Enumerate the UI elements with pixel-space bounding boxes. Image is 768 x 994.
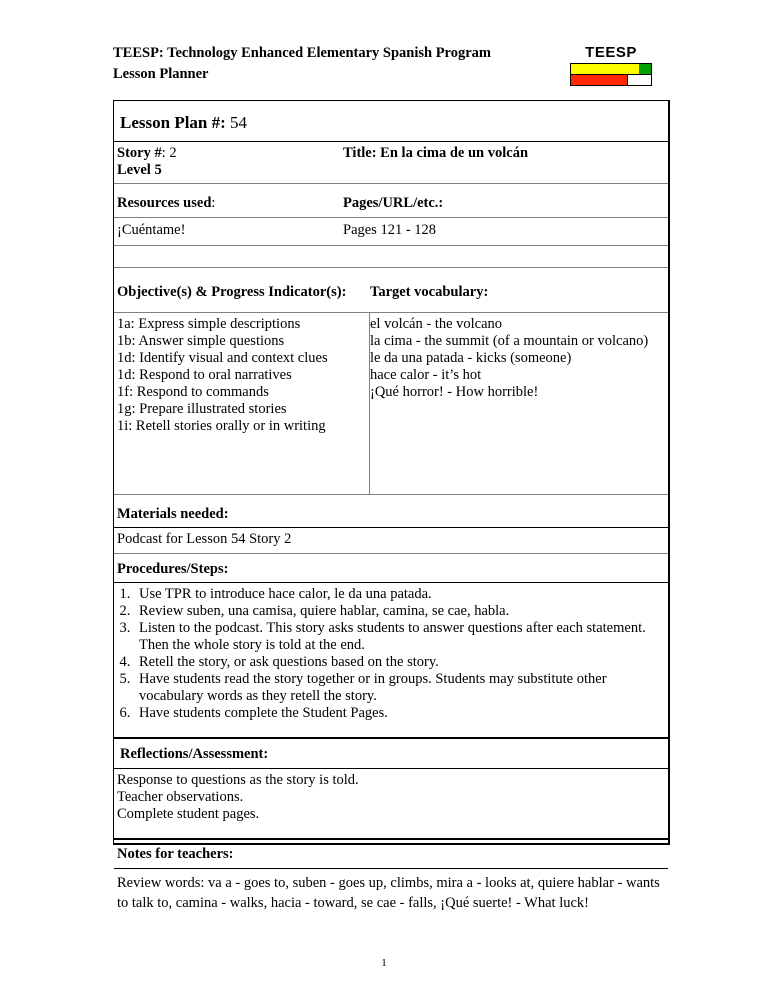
divider xyxy=(114,838,668,840)
reflection-item: Complete student pages. xyxy=(117,806,260,822)
vocabulary-item: ¡Qué horror! - How horrible! xyxy=(370,384,539,400)
divider xyxy=(114,267,668,268)
program-title: TEESP: Technology Enhanced Elementary Spanish Program xyxy=(113,45,491,61)
procedure-step: 5. Have students read the story together or in groups. Students may substitute other vocabulary words as they retell the story. xyxy=(134,671,664,705)
lesson-plan-number-row xyxy=(117,113,250,133)
reflections-label: Reflections/Assessment: xyxy=(120,746,269,762)
procedures-list xyxy=(114,586,668,722)
resources-label: Resources used xyxy=(117,195,212,211)
logo-bar-white xyxy=(627,75,651,85)
vocabulary-item: hace calor - it’s hot xyxy=(370,367,482,383)
procedure-step: 1. Use TPR to introduce hace calor, le da una patada. xyxy=(134,586,664,603)
objectives-list xyxy=(114,316,331,435)
objective-item: 1d: Respond to oral narratives xyxy=(117,367,292,383)
divider xyxy=(114,245,668,246)
story-number: : 2 xyxy=(161,145,177,161)
lesson-plan-label: Lesson Plan #: xyxy=(120,113,226,132)
planner-subtitle: Lesson Planner xyxy=(113,66,209,82)
story-title: Title: En la cima de un volcán xyxy=(343,145,529,161)
resources-label-cell: Resources used: xyxy=(117,195,216,211)
pages-url-label: Pages/URL/etc.: xyxy=(343,195,444,211)
story-cell xyxy=(114,145,180,179)
divider xyxy=(114,553,668,554)
teesp-logo xyxy=(570,44,652,86)
logo-bar-yellow-2 xyxy=(601,64,639,74)
procedure-step: 6. Have students complete the Student Pages. xyxy=(134,705,664,722)
divider xyxy=(114,494,668,495)
resource-item: ¡Cuéntame! xyxy=(117,222,186,238)
logo-bar-red xyxy=(571,75,627,85)
page-number: 1 xyxy=(381,957,387,969)
logo-bar-yellow-1 xyxy=(571,64,601,74)
notes-text: Review words: va a - goes to, suben - goes up, climbs, mira a - looks at, quiere hablar - wants to talk to, camina - walks, hacia - toward, se cae - falls, ¡Qué suerte! - What luck! xyxy=(117,875,660,911)
objective-item: 1a: Express simple descriptions xyxy=(117,316,301,332)
vocabulary-item: el volcán - the volcano xyxy=(370,316,503,332)
objective-item: 1i: Retell stories orally or in writing xyxy=(117,418,326,434)
divider xyxy=(114,312,668,313)
materials-value: Podcast for Lesson 54 Story 2 xyxy=(117,531,292,547)
procedure-step: 4. Retell the story, or ask questions based on the story. xyxy=(134,654,664,671)
lesson-plan-form xyxy=(113,100,670,911)
objective-item: 1g: Prepare illustrated stories xyxy=(117,401,287,417)
level-label: Level 5 xyxy=(117,162,162,178)
divider xyxy=(114,868,668,869)
vocabulary-list xyxy=(367,316,651,401)
divider xyxy=(114,582,668,583)
logo-color-bars xyxy=(570,63,652,86)
procedure-step: 2. Review suben, una camisa, quiere hablar, camina, se cae, habla. xyxy=(134,603,664,620)
objectives-label: Objective(s) & Progress Indicator(s): xyxy=(117,284,347,300)
divider xyxy=(114,737,668,739)
resource-pages: Pages 121 - 128 xyxy=(343,222,437,238)
reflections-list xyxy=(114,772,362,823)
document-header xyxy=(113,43,491,85)
notes-label: Notes for teachers: xyxy=(117,846,234,862)
vocabulary-item: le da una patada - kicks (someone) xyxy=(370,350,572,366)
divider xyxy=(114,527,668,528)
vocabulary-label: Target vocabulary: xyxy=(370,284,489,300)
divider xyxy=(114,141,668,142)
objective-item: 1b: Answer simple questions xyxy=(117,333,285,349)
reflection-item: Response to questions as the story is told. xyxy=(117,772,359,788)
story-label: Story # xyxy=(117,145,162,161)
divider xyxy=(114,183,668,184)
logo-text: TEESP xyxy=(585,44,637,61)
objective-item: 1f: Respond to commands xyxy=(117,384,269,400)
divider xyxy=(114,768,668,769)
objective-item: 1d: Identify visual and context clues xyxy=(117,350,328,366)
reflection-item: Teacher observations. xyxy=(117,789,244,805)
materials-label: Materials needed: xyxy=(117,506,229,522)
lesson-plan-number: 54 xyxy=(230,113,248,132)
divider xyxy=(114,217,668,218)
procedure-step: 3. Listen to the podcast. This story asks students to answer questions after each statement. Then the whole story is told at the end. xyxy=(134,620,664,654)
procedures-label: Procedures/Steps: xyxy=(117,561,229,577)
logo-bar-green xyxy=(639,64,651,74)
vocabulary-item: la cima - the summit (of a mountain or volcano) xyxy=(370,333,649,349)
